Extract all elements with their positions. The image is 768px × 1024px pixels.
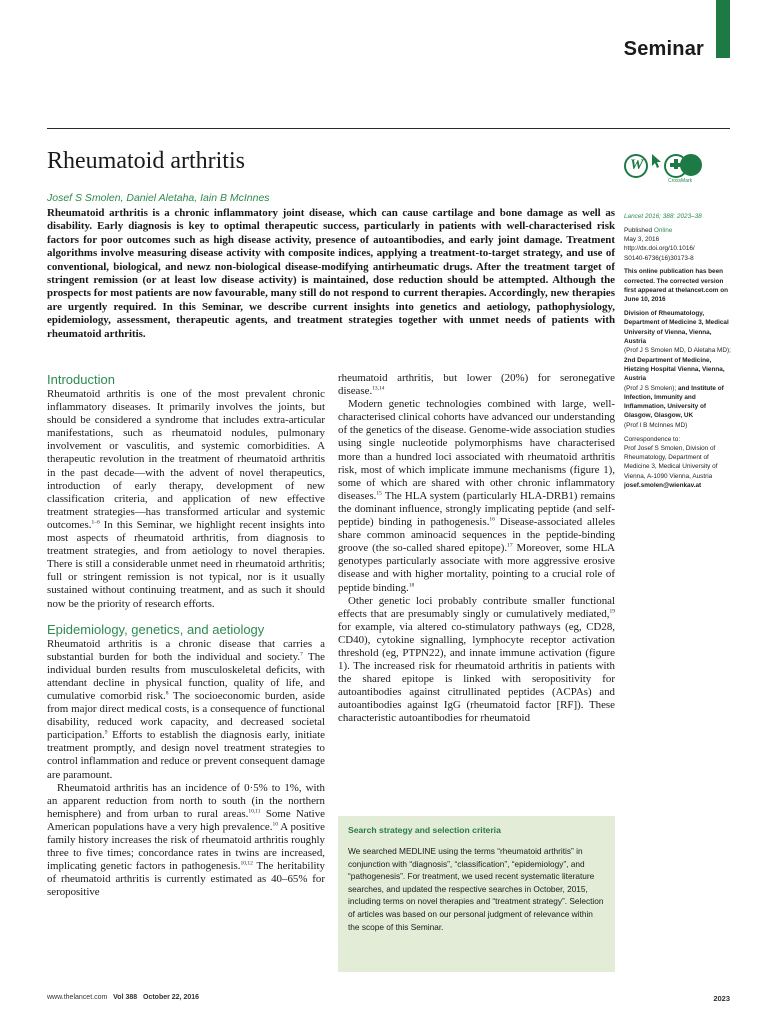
page-number: 2023	[713, 994, 730, 1003]
panel-title: Search strategy and selection criteria	[348, 825, 501, 835]
bookmark-icon	[680, 154, 702, 176]
affiliations: Division of Rheumatology, Department of Medicine 3, Medical University of Vienna, Vienna, Austria (Prof J S Smolen MD, D Aletaha MD); 2nd Department of Medicine, Hietzing Hospital Vienna, Vienna, Austria (Prof J S Smolen); and Institute of Infection, Immunity and Inflammation, University of Glasgow, Glasgow, UK (Prof I B McInnes MD)	[624, 310, 731, 429]
cursor-icon	[649, 152, 665, 170]
section-heading-introduction: Introduction	[47, 372, 115, 387]
section-label: Seminar	[623, 38, 704, 60]
correction-note: This online publication has been corrected. The corrected version first appeared at thelancet.com on June 10, 2016	[624, 268, 729, 304]
paragraph: Modern genetic technologies combined with large, well-characterised clinical cohorts have advanced our understanding of the genetics of the disease. Genome-wide association studies using single nucleotide polymorphisms have characterised more than a hundred loci associated with rheumatoid arthritis risk, most of which implicate immune mechanisms (figure 1), some of which are shared with other chronic inflammatory diseases.$^{15}$ The HLA system (particularly HLA-DRB1) remains the dominant influence, strongly implicating peptide (and self-peptide) binding in pathogenesis.$^{16}$ Disease-associated alleles share common aminoacid sequences in the peptide-binding groove (the so-called shared epitope).$^{17}$ Moreover, some HLA genotypes particularly associate with more aggressive erosive disease and with higher mortality, pointing to a crucial role of peptide binding.$^{18}$	[338, 398, 615, 594]
paragraph: Rheumatoid arthritis has an incidence of 0·5% to 1%, with an apparent reduction from north to south (in the northern hemisphere) and from urban to rural areas.$^{10,11}$ Some Native American populations have a very high prevalence.$^{10}$ A positive family history increases the risk of rheumatoid arthritis roughly three to five times; concordance rates in twins are increased, implicating genetic factors in pathogenesis.$^{10,12}$ The heritability of rheumatoid arthritis is currently estimated as 40–65% for seropositive	[47, 781, 326, 899]
crossmark-label: CrossMark	[668, 178, 693, 184]
site-link[interactable]: www.thelancet.com	[47, 994, 108, 1001]
section-color-tab	[716, 0, 730, 58]
header-rule	[47, 128, 730, 129]
correspondence: Correspondence to: Prof Josef S Smolen, Division of Rheumatology, Department of Medicine 3, Medical University of Vienna, A-1090 Vienna, Austria josef.smolen@wienkav.at	[624, 435, 718, 490]
correspondence-email[interactable]: josef.smolen@wienkav.at	[624, 482, 702, 490]
footer-journal-info: www.thelancet.com Vol 388 October 22, 2016	[47, 994, 200, 1001]
doi-link[interactable]: http://dx.doi.org/10.1016/	[624, 245, 695, 253]
search-strategy-panel	[338, 816, 615, 972]
paragraph: rheumatoid arthritis, but lower (20%) for seronegative disease.$^{13,14}$	[338, 372, 615, 398]
paragraph: Other genetic loci probably contribute smaller functional effects that are presumably singly or cumulatively mediated,$^{19}$ for example, via altered co-stimulatory pathways (eg, CD28, CD40), cytokine signalling, lymphocyte receptor activation threshold (eg, PTPN22), and innate immune activation (figure 1). The increased risk for rheumatoid arthritis in patients with the shared epitope is linked with seropositivity for autoantibodies against citrullinated peptides (ACPAs) and autoantibodies against IgG (rheumatoid factor [RF]). These characteristic autoantibodies for rheumatoid	[338, 594, 615, 725]
doi-code: S0140-6736(16)30173-8	[624, 254, 694, 262]
body-column-left	[47, 372, 325, 899]
online-link[interactable]: Online	[653, 226, 673, 234]
publication-info: Published Online May 3, 2016 http://dx.doi.org/10.1016/ S0140-6736(16)30173-8	[624, 226, 695, 262]
abstract: Rheumatoid arthritis is a chronic inflammatory joint disease, which can cause cartilage and bone damage as well as disability. Early diagnosis is key to optimal therapeutic success, particularly in patients with well-characterised risk factors for poor outcomes such as high disease activity, presence of autoantibodies, and early joint damage. Treatment algorithms involve measuring disease activity with composite indices, applying a treatment-to-target strategy, and use of conventional, biological, and newz non-biological disease-modifying antirheumatic drugs. After the treatment target of stringent remission (or at least low disease activity) is maintained, dose reduction should be attempted. Although the prospects for most patients are now favourable, many still do not respond to current therapies. Accordingly, new therapies are urgently required. In this Seminar, we describe current insights into genetics and aetiology, pathophysiology, epidemiology, assessment, therapeutic agents, and treatment strategies together with unmet needs of patients with rheumatoid arthritis.	[47, 207, 615, 340]
author-list: Josef S Smolen, Daniel Aletaha, Iain B McInnes	[47, 192, 270, 204]
paragraph: Rheumatoid arthritis is a chronic disease that carries a substantial burden for both the individual and society.$^7$ The individual burden results from musculoskeletal deficits, with attendant decline in physical function, quality of life, and cumulative comorbid risk.$^8$ The socioeconomic burden, aside from major direct medical costs, is a consequence of functional disability, reduced work capacity, and decreased societal participation.$^9$ Efforts to establish the diagnosis early, initiate treatment promptly, and design novel treatment strategies to control inflammation and reduce or prevent consequent damage are paramount.	[47, 637, 325, 781]
article-sidebar	[624, 212, 734, 495]
article-title: Rheumatoid arthritis	[47, 148, 245, 174]
panel-body: We searched MEDLINE using the terms “rheumatoid arthritis” in conjunction with “diagnosis”, “classification”, “epidemiology”, and “pathogenesis”. For treatment, we used recent systematic literature searches, and updated the respective searches in October, 2015, including terms on novel therapies and “treatment strategy”. Selection of articles was based on our personal judgment of relevance within the scope of this Seminar.	[348, 846, 604, 932]
citation: Lancet 2016; 388: 2023–38	[624, 213, 702, 220]
paragraph: Rheumatoid arthritis is one of the most prevalent chronic inflammatory diseases. It primarily involves the joints, but should be considered a syndrome that includes extra-articular manifestations, such as rheumatoid nodules, pulmonary involvement or vasculitis, and systemic comorbidities. A therapeutic revolution in the treatment of rheumatoid arthritis in the past decade—with the advent of novel therapeutics, introduction of early therapy, development of new classification criteria, and application of new effective treatment strategies—has transformed articular and systemic outcomes.$^{1-6}$ In this Seminar, we highlight recent insights into most aspects of rheumatoid arthritis, from diagnosis to treatment strategies, and from aetiology to novel therapies. There is still a considerable unmet need in rheumatoid arthritis; full or stringent remission is not typical, nor is it usually sustained without continuing treatment, and as such it should now be the priority of research efforts.	[47, 388, 325, 610]
section-heading-epidemiology: Epidemiology, genetics, and aetiology	[47, 621, 265, 637]
body-column-right	[338, 372, 615, 726]
w-logo-icon: W	[624, 154, 648, 178]
